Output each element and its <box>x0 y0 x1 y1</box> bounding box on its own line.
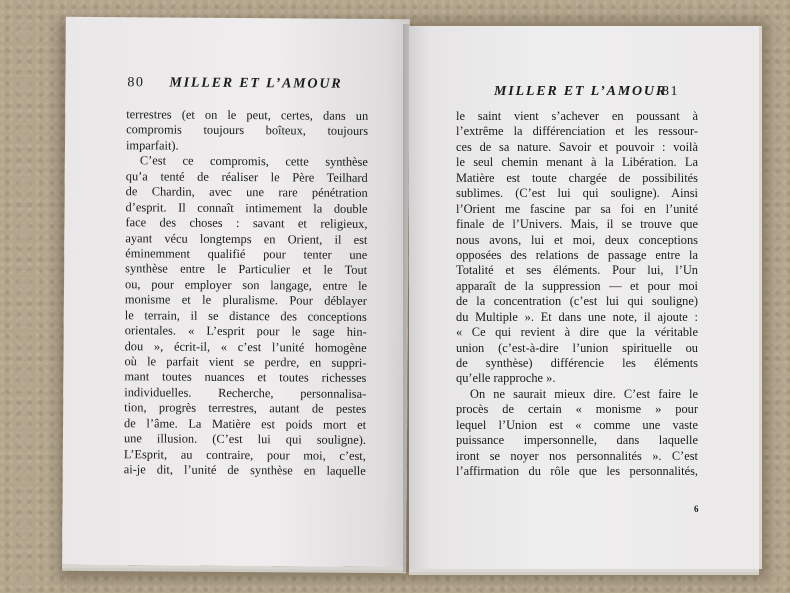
text-line: « Ce qui revient à dire que la véritable <box>456 325 698 340</box>
text-line: de la concentration (c’est lui qui souligne) <box>456 294 698 309</box>
text-line: On ne saurait mieux dire. C’est faire le <box>470 386 698 401</box>
left-page-number: 80 <box>127 75 145 91</box>
text-line: tion, progrès terrestres, autant de pestes <box>124 400 367 417</box>
text-line: apparaît de la suppression — et pour moi <box>456 278 698 293</box>
text-line: mant toutes nuances et toutes richesses <box>124 369 367 386</box>
text-line: qu’elle rapproche ». <box>456 371 556 386</box>
text-line: de l’âme. La Matière est poids mort et <box>124 415 367 432</box>
right-page <box>409 26 759 569</box>
text-line: puissance impersonnelle, dans laquelle <box>456 433 698 448</box>
text-line: ou, pour employer son langage, entre le <box>125 277 368 293</box>
text-line: l’extrême la différenciation et les ressour- <box>456 124 698 139</box>
text-line: opposées des relations de passage entre la <box>456 247 698 262</box>
text-line: ces de sa nature. Savoir et pouvoir : voilà <box>456 139 698 154</box>
text-line: nous avons, lui et moi, deux conceptions <box>456 232 698 247</box>
text-line: monisme et le pluralisme. Pour déblayer <box>124 292 367 309</box>
left-page-body <box>124 107 369 479</box>
text-line: synthèse entre le Particulier et le Tout <box>125 261 368 278</box>
text-line: l’affirmation du rôle que les personnalités, <box>456 464 698 479</box>
left-page <box>62 17 410 567</box>
left-running-title: MILLER ET L’AMOUR <box>169 75 343 92</box>
text-line: imparfait). <box>125 138 179 153</box>
text-line: dou », écrit-il, « c’est l’unité homogène <box>124 338 367 355</box>
text-line: une illusion. (C’est lui qui souligne). <box>123 431 367 448</box>
text-line: finale de l’Univers. Mais, il se trouve que <box>456 217 698 232</box>
right-running-title: MILLER ET L’AMOUR <box>494 84 667 99</box>
text-line: l’Orient me fascine par sa foi en l’unité <box>456 201 698 216</box>
text-line: de synthèse) différencie les éléments <box>456 356 698 370</box>
text-line: iront se noyer nos personnalités ». C’est <box>456 448 698 463</box>
text-line: qu’a tenté de réaliser le Père Teilhard <box>125 168 368 185</box>
text-line: lequel l’Union est « comme une vaste <box>456 417 698 432</box>
text-line: L’Esprit, au contraire, pour moi, c’est, <box>123 446 366 463</box>
text-line: d’esprit. Il connaît intimement la double <box>125 199 368 216</box>
text-line: terrestres (et on le peut, certes, dans un <box>126 107 369 123</box>
text-line: individuelles. Recherche, personnalisa- <box>124 385 367 401</box>
text-line: de Chardin, avec une rare pénétration <box>125 184 368 201</box>
text-line: le terrain, il se distance des conceptions <box>124 307 367 324</box>
text-line: procès de certain « monisme » pour <box>456 402 698 417</box>
text-line: où le parfait vient se perdre, en suppri- <box>124 354 367 370</box>
text-line: face des choses : savant et religieux, <box>125 215 368 231</box>
text-line: union (c’est-à-dire l’union spirituelle ou <box>456 340 698 355</box>
text-line: du Multiple ». Et dans une note, il ajoute : <box>456 309 698 324</box>
text-line: Totalité et ses éléments. Pour lui, l’Un <box>456 263 698 278</box>
text-line: Matière est toute chargée de possibilités <box>456 170 698 185</box>
text-line: orientales. « L’esprit pour le sage hin- <box>124 323 367 340</box>
right-page-body <box>456 109 698 480</box>
text-line: sublimes. (C’est lui qui souligne). Ainsi <box>456 186 698 201</box>
text-line: éminemment qualifié pour tenter une <box>125 246 368 262</box>
text-line: le saint vient s’achever en poussant à <box>456 109 698 123</box>
signature-mark: 6 <box>694 504 699 514</box>
text-line: compromis toujours boîteux, toujours <box>126 122 369 139</box>
text-line: le seul chemin menant à la Libération. La <box>456 155 698 170</box>
left-page-header <box>127 75 398 92</box>
text-line: ai-je dit, l’unité de synthèse en laquelle <box>123 462 366 478</box>
text-line: ayant vécu longtemps en Orient, il est <box>125 230 368 247</box>
right-page-number: 81 <box>662 84 679 99</box>
text-line: C’est ce compromis, cette synthèse <box>139 153 368 170</box>
